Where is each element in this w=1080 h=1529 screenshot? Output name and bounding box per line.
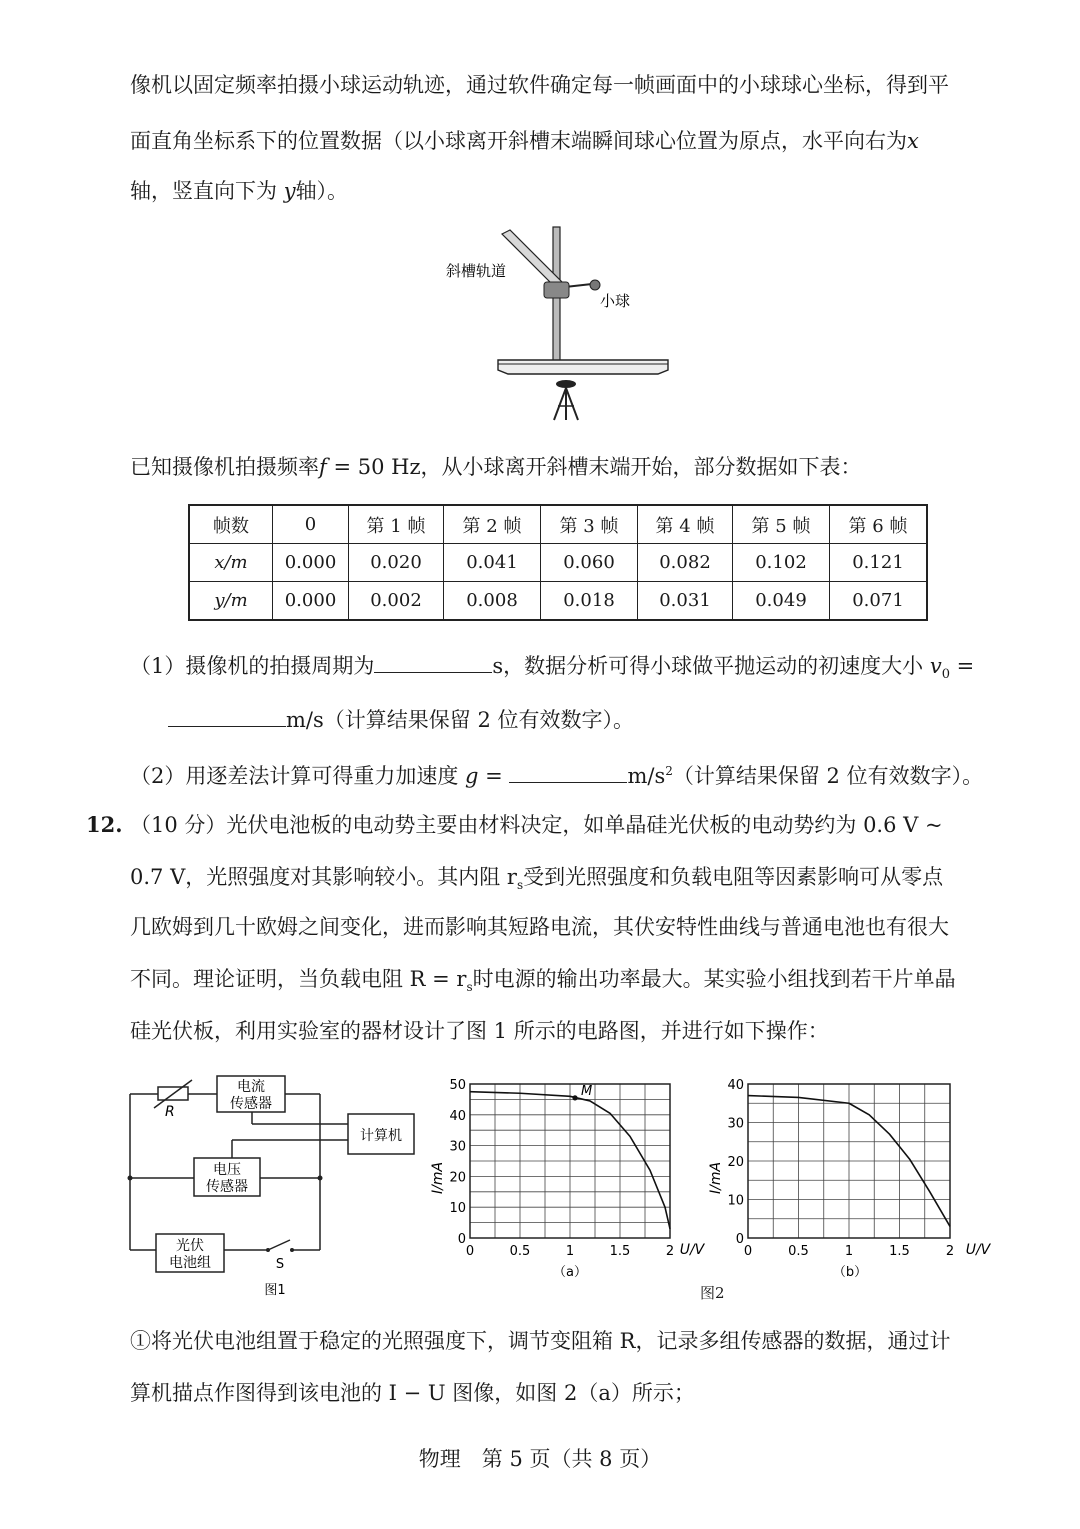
pv-label-1: 光伏 xyxy=(176,1238,204,1254)
table-row-label: x/m xyxy=(189,544,273,582)
table-header-cell: 0 xyxy=(273,505,349,544)
ball-label: 小球 xyxy=(600,292,631,310)
intro-line-2-text: 面直角坐标系下的位置数据（以小球离开斜槽末端瞬间球心位置为原点，水平向右为 xyxy=(130,129,907,153)
q1-text-d: m/s（计算结果保留 2 位有效数字）。 xyxy=(286,708,634,732)
q1-line-2 xyxy=(168,704,634,735)
x-tick-label: 0.5 xyxy=(788,1244,809,1259)
table-row xyxy=(189,544,927,582)
computer-label: 计算机 xyxy=(360,1128,402,1144)
y-tick-label: 0 xyxy=(735,1232,744,1247)
q1-text-b: s，数据分析可得小球做平抛运动的初速度大小 xyxy=(492,654,930,678)
y-tick-label: 40 xyxy=(727,1078,744,1093)
y-tick-label: 0 xyxy=(457,1232,466,1247)
step1-line-1: ①将光伏电池组置于稳定的光照强度下，调节变阻箱 R，记录多组传感器的数据，通过计 xyxy=(130,1329,951,1353)
q1-text-a: （1）摄像机的拍摄周期为 xyxy=(130,654,375,678)
q2-text-a: （2）用逐差法计算可得重力加速度 xyxy=(130,764,466,788)
v0-sub: 0 xyxy=(941,667,950,683)
x-tick-label: 2 xyxy=(665,1244,675,1259)
y-tick-label: 20 xyxy=(727,1155,744,1170)
q2-text-c: m/s xyxy=(627,764,666,788)
table-header-cell: 第 6 帧 xyxy=(830,505,928,544)
q2-text-b: = xyxy=(478,764,503,788)
switch-label: S xyxy=(275,1257,285,1272)
table-cell: 0.000 xyxy=(273,582,349,621)
q2-sup: 2 xyxy=(665,764,673,778)
x-tick-label: 1 xyxy=(844,1244,854,1259)
q12-line-2-text: 0.7 V，光照强度对其影响较小。其内阻 r xyxy=(130,865,517,889)
y-tick-label: 30 xyxy=(449,1139,466,1155)
y-tick-label: 30 xyxy=(727,1116,744,1132)
intro-tail: 轴）。 xyxy=(295,179,349,203)
q1-text-c: = xyxy=(949,654,975,678)
q2-text-d: （计算结果保留 2 位有效数字）。 xyxy=(672,764,984,788)
chart-b xyxy=(700,1068,1000,1288)
known-pre: 已知摄像机拍摄频率 xyxy=(130,455,319,479)
current-sensor-label-2: 传感器 xyxy=(230,1096,272,1112)
intro-line-2 xyxy=(130,126,919,156)
table-cell: 0.060 xyxy=(541,544,638,582)
q1-line-1 xyxy=(130,650,974,690)
table-cell: 0.049 xyxy=(733,582,830,621)
chart-b-ylabel: I/mA xyxy=(708,1161,724,1195)
table-header-cell: 第 2 帧 xyxy=(444,505,541,544)
q12-line-5: 硅光伏板，利用实验室的器材设计了图 1 所示的电路图，并进行如下操作： xyxy=(130,1019,829,1043)
y-tick-label: 10 xyxy=(449,1201,466,1217)
v0-var: v xyxy=(929,654,942,678)
voltage-sensor-label-1: 电压 xyxy=(213,1162,241,1178)
table-header-cell: 第 1 帧 xyxy=(349,505,444,544)
q12-line-2 xyxy=(130,862,943,900)
chart-a-sublabel: （a） xyxy=(553,1265,587,1280)
step1-line-2: 算机描点作图得到该电池的 I − U 图像，如图 2（a）所示； xyxy=(130,1381,695,1405)
chart-a-xlabel: U/V xyxy=(679,1242,705,1258)
pv-label-2: 电池组 xyxy=(169,1255,211,1271)
x-tick-label: 0.5 xyxy=(509,1244,531,1259)
table-header-cell: 第 3 帧 xyxy=(541,505,638,544)
table-cell: 0.121 xyxy=(830,544,928,582)
q12-line-4 xyxy=(130,964,956,1002)
q12-line-2-tail: 受到光照强度和负载电阻等因素影响可从零点 xyxy=(523,865,944,889)
r-sub: s xyxy=(466,980,473,995)
y-tick-label: 20 xyxy=(449,1170,466,1186)
q1-period-blank[interactable] xyxy=(374,650,492,673)
x-tick-label: 1.5 xyxy=(609,1244,631,1259)
chart-b-sublabel: （b） xyxy=(832,1265,868,1280)
known-line xyxy=(130,452,862,482)
current-sensor-label-1: 电流 xyxy=(237,1079,265,1095)
intro-y-var: y xyxy=(283,179,296,203)
x-tick-label: 0 xyxy=(743,1244,753,1259)
x-tick-label: 2 xyxy=(945,1244,955,1259)
q2-line xyxy=(130,756,983,791)
table-header-cell: 帧数 xyxy=(189,505,273,544)
table-row-label: y/m xyxy=(189,582,273,621)
intro-line-1: 像机以固定频率拍摄小球运动轨迹，通过软件确定每一帧画面中的小球球心坐标，得到平 xyxy=(130,73,949,97)
y-tick-label: 10 xyxy=(727,1193,744,1209)
table-cell: 0.020 xyxy=(349,544,444,582)
table-cell: 0.041 xyxy=(444,544,541,582)
table-cell: 0.008 xyxy=(444,582,541,621)
table-cell: 0.031 xyxy=(638,582,733,621)
point-m-label: M xyxy=(581,1083,593,1099)
table-cell: 0.018 xyxy=(541,582,638,621)
q12-line-4-text: 不同。理论证明，当负载电阻 R = r xyxy=(130,967,467,991)
point-m-marker xyxy=(572,1095,577,1100)
table-header-cell: 第 5 帧 xyxy=(733,505,830,544)
table-cell: 0.102 xyxy=(733,544,830,582)
x-tick-label: 0 xyxy=(465,1244,475,1259)
r-sub: s xyxy=(516,878,524,893)
table-cell: 0.002 xyxy=(349,582,444,621)
x-tick-label: 1 xyxy=(565,1244,575,1259)
chart-a xyxy=(420,1068,710,1288)
q12-line-1: （10 分）光伏电池板的电动势主要由材料决定，如单晶硅光伏板的电动势约为 0.6 V ~ xyxy=(130,813,943,837)
y-tick-label: 40 xyxy=(449,1108,466,1124)
table-header-row xyxy=(189,505,927,544)
y-tick-label: 50 xyxy=(449,1078,466,1093)
figure-1-caption: 图1 xyxy=(264,1283,286,1298)
q1-v0-blank[interactable] xyxy=(168,704,286,727)
g-var: g xyxy=(465,764,479,788)
figure-2-caption: 图2 xyxy=(700,1284,725,1302)
chart-b-xlabel: U/V xyxy=(965,1242,991,1258)
chart-a-ylabel: I/mA xyxy=(430,1161,446,1195)
resistor-label: R xyxy=(165,1104,175,1120)
apparatus-figure xyxy=(440,222,690,432)
table-row xyxy=(189,582,927,621)
data-table xyxy=(188,504,928,621)
table-cell: 0.071 xyxy=(830,582,928,621)
page-footer: 物理 第 5 页（共 8 页） xyxy=(418,1447,662,1471)
intro-x-var: x xyxy=(907,129,919,153)
q12-line-4-tail: 时电源的输出功率最大。某实验小组找到若干片单晶 xyxy=(472,967,956,991)
table-cell: 0.082 xyxy=(638,544,733,582)
f-var: f xyxy=(319,455,327,479)
table-cell: 0.000 xyxy=(273,544,349,582)
voltage-sensor-label-2: 传感器 xyxy=(206,1179,248,1195)
q12-number: 12. xyxy=(86,812,123,837)
known-eq: = 50 Hz，从小球离开斜槽末端开始，部分数据如下表： xyxy=(326,455,862,479)
table-header-cell: 第 4 帧 xyxy=(638,505,733,544)
x-tick-label: 1.5 xyxy=(889,1244,910,1259)
q12-line-3: 几欧姆到几十欧姆之间变化，进而影响其短路电流，其伏安特性曲线与普通电池也有很大 xyxy=(130,915,949,939)
chute-label: 斜槽轨道 xyxy=(446,262,507,280)
intro-line-3 xyxy=(130,176,348,206)
q2-g-blank[interactable] xyxy=(509,760,627,783)
circuit-diagram xyxy=(120,1068,420,1300)
intro-line-3-text: 轴，竖直向下为 xyxy=(130,179,277,203)
